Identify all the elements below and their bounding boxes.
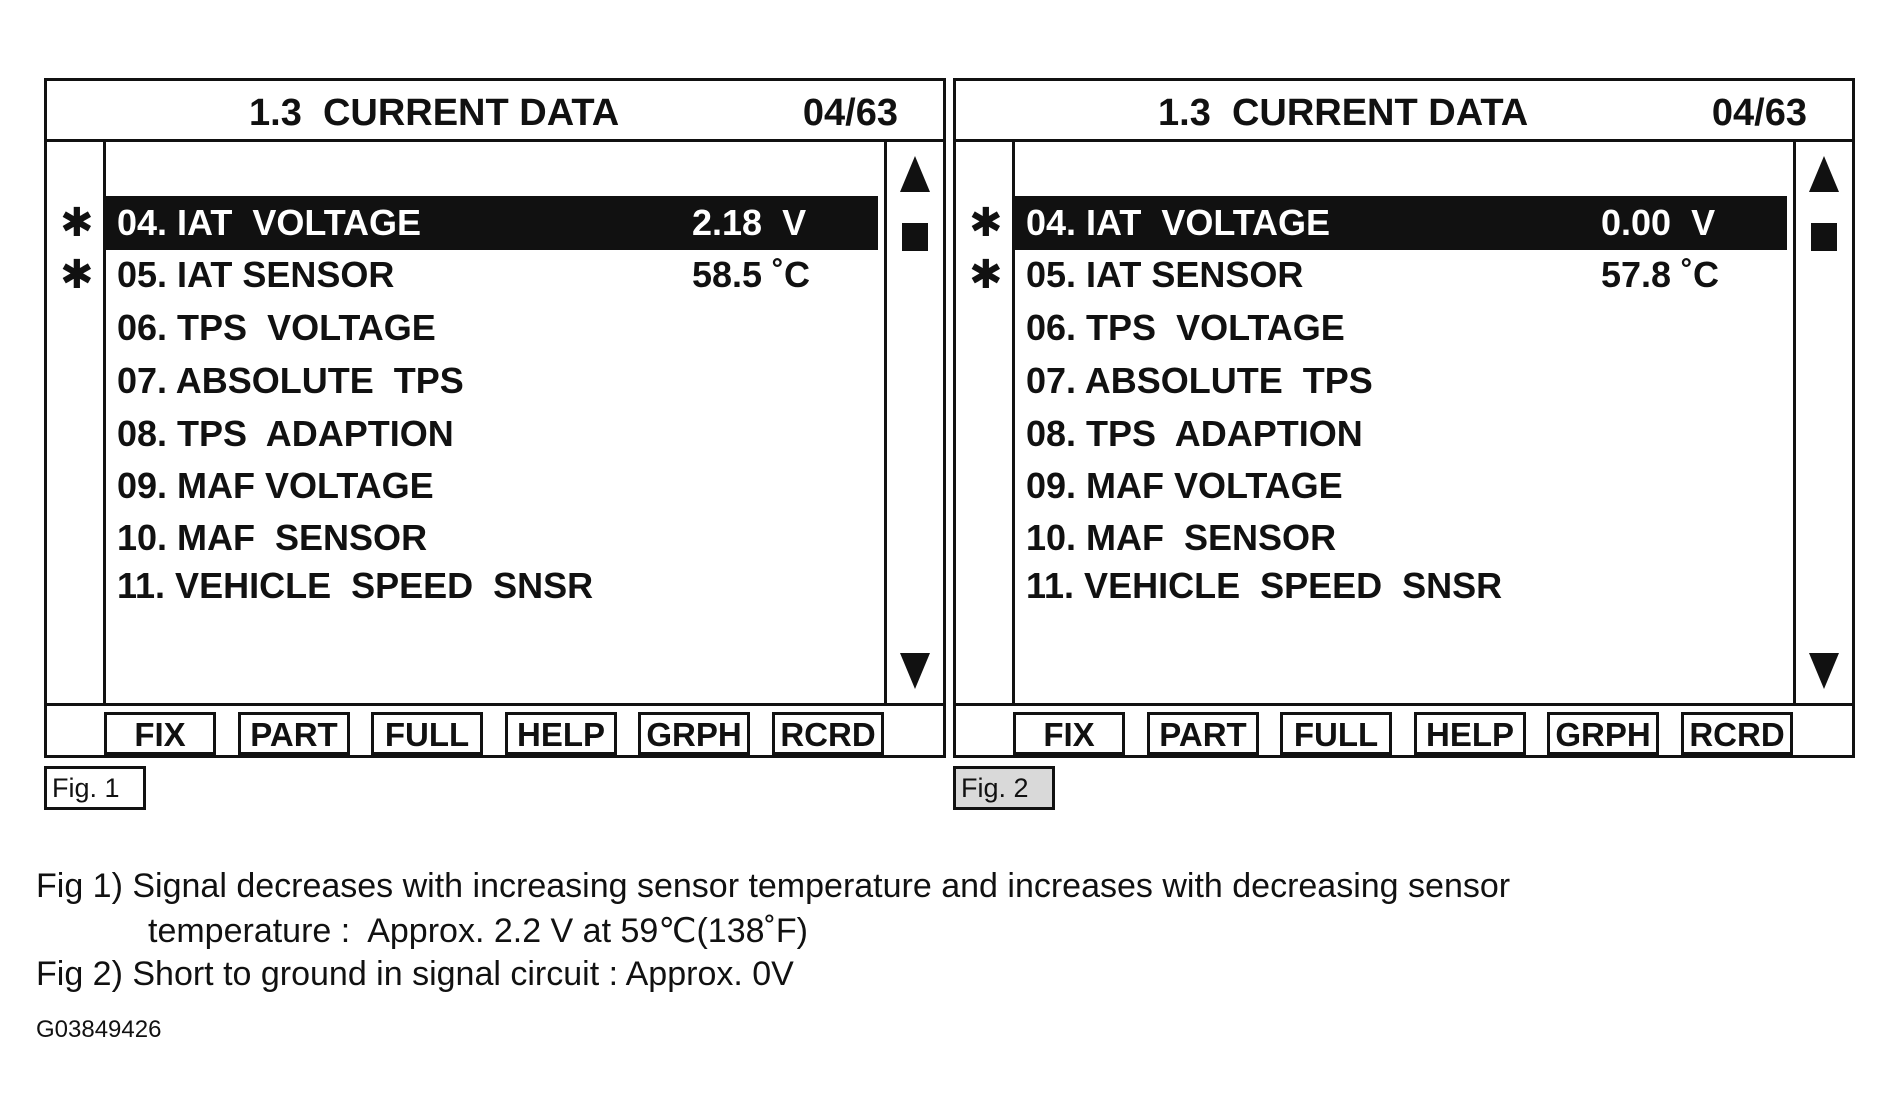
fix-button[interactable]: FIX xyxy=(104,712,216,755)
row-label: 07. ABSOLUTE TPS xyxy=(117,360,464,401)
data-list xyxy=(106,142,884,703)
marker-column xyxy=(47,142,106,703)
asterisk-icon: ✱ xyxy=(60,201,94,245)
row-label: 06. TPS VOLTAGE xyxy=(117,307,436,348)
row-label: 11. VEHICLE SPEED SNSR xyxy=(1026,565,1503,606)
data-row-tps-voltage[interactable] xyxy=(106,301,878,355)
square-icon[interactable] xyxy=(1811,223,1837,251)
scrollbar[interactable] xyxy=(1793,142,1852,703)
part-button[interactable]: PART xyxy=(1147,712,1259,755)
page-indicator: 04/63 xyxy=(802,92,898,134)
row-label: 04. IAT VOLTAGE xyxy=(1026,202,1331,243)
row-label: 09. MAF VOLTAGE xyxy=(117,465,434,506)
data-row-vehicle-speed-snsr[interactable] xyxy=(106,559,878,613)
page-indicator: 04/63 xyxy=(1711,92,1807,134)
triangle-up-icon[interactable] xyxy=(1807,154,1841,194)
rcrd-button[interactable]: RCRD xyxy=(772,712,884,755)
row-value: 57.8 ˚C xyxy=(1601,254,1720,295)
figure-label: Fig. 1 xyxy=(44,766,146,810)
data-list xyxy=(1015,142,1793,703)
asterisk-icon: ✱ xyxy=(969,253,1003,297)
row-label: 11. VEHICLE SPEED SNSR xyxy=(117,565,594,606)
figure-id: G03849426 xyxy=(36,1016,162,1043)
asterisk-icon: ✱ xyxy=(60,253,94,297)
square-icon[interactable] xyxy=(902,223,928,251)
screen-header xyxy=(47,81,943,142)
screen-title: 1.3 CURRENT DATA xyxy=(249,92,620,134)
data-row-maf-sensor[interactable] xyxy=(106,511,878,565)
data-row-tps-adaption[interactable] xyxy=(106,407,878,461)
row-label: 06. TPS VOLTAGE xyxy=(1026,307,1345,348)
row-label: 08. TPS ADAPTION xyxy=(117,413,454,454)
caption-fig1-line1: Fig 1) Signal decreases with increasing sensor temperature and increases with decreasing sensor xyxy=(36,867,1511,905)
data-row-maf-sensor[interactable] xyxy=(1015,511,1787,565)
rcrd-button[interactable]: RCRD xyxy=(1681,712,1793,755)
help-button[interactable]: HELP xyxy=(505,712,617,755)
row-value: 58.5 ˚C xyxy=(692,254,811,295)
screen-header xyxy=(956,81,1852,142)
data-row-tps-voltage[interactable] xyxy=(1015,301,1787,355)
data-row-iat-voltage[interactable] xyxy=(1015,196,1787,250)
row-label: 05. IAT SENSOR xyxy=(117,254,395,295)
row-label: 05. IAT SENSOR xyxy=(1026,254,1304,295)
data-row-maf-voltage[interactable] xyxy=(1015,459,1787,513)
row-value: 0.00 V xyxy=(1601,202,1716,243)
scrollbar[interactable] xyxy=(884,142,943,703)
grph-button[interactable]: GRPH xyxy=(1547,712,1659,755)
grph-button[interactable]: GRPH xyxy=(638,712,750,755)
softkey-bar xyxy=(47,703,943,755)
data-row-maf-voltage[interactable] xyxy=(106,459,878,513)
triangle-down-icon[interactable] xyxy=(898,651,932,691)
data-row-tps-adaption[interactable] xyxy=(1015,407,1787,461)
caption-fig1-line2: temperature : Approx. 2.2 V at 59℃(138˚F) xyxy=(148,912,808,950)
triangle-up-icon[interactable] xyxy=(898,154,932,194)
row-value: 2.18 V xyxy=(692,202,807,243)
row-label: 07. ABSOLUTE TPS xyxy=(1026,360,1373,401)
screen-title: 1.3 CURRENT DATA xyxy=(1158,92,1529,134)
caption-fig2: Fig 2) Short to ground in signal circuit : Approx. 0V xyxy=(36,955,794,993)
row-label: 09. MAF VOLTAGE xyxy=(1026,465,1343,506)
data-row-absolute-tps[interactable] xyxy=(106,354,878,408)
row-label: 10. MAF SENSOR xyxy=(117,517,428,558)
row-label: 08. TPS ADAPTION xyxy=(1026,413,1363,454)
data-row-iat-sensor[interactable] xyxy=(106,248,878,302)
part-button[interactable]: PART xyxy=(238,712,350,755)
scan-tool-screen-fig1 xyxy=(44,78,946,758)
asterisk-icon: ✱ xyxy=(969,201,1003,245)
full-button[interactable]: FULL xyxy=(1280,712,1392,755)
full-button[interactable]: FULL xyxy=(371,712,483,755)
data-row-absolute-tps[interactable] xyxy=(1015,354,1787,408)
help-button[interactable]: HELP xyxy=(1414,712,1526,755)
fix-button[interactable]: FIX xyxy=(1013,712,1125,755)
marker-column xyxy=(956,142,1015,703)
triangle-down-icon[interactable] xyxy=(1807,651,1841,691)
scan-tool-screen-fig2 xyxy=(953,78,1855,758)
row-label: 04. IAT VOLTAGE xyxy=(117,202,422,243)
data-row-vehicle-speed-snsr[interactable] xyxy=(1015,559,1787,613)
data-row-iat-voltage[interactable] xyxy=(106,196,878,250)
softkey-bar xyxy=(956,703,1852,755)
figure-label: Fig. 2 xyxy=(953,766,1055,810)
row-label: 10. MAF SENSOR xyxy=(1026,517,1337,558)
data-row-iat-sensor[interactable] xyxy=(1015,248,1787,302)
